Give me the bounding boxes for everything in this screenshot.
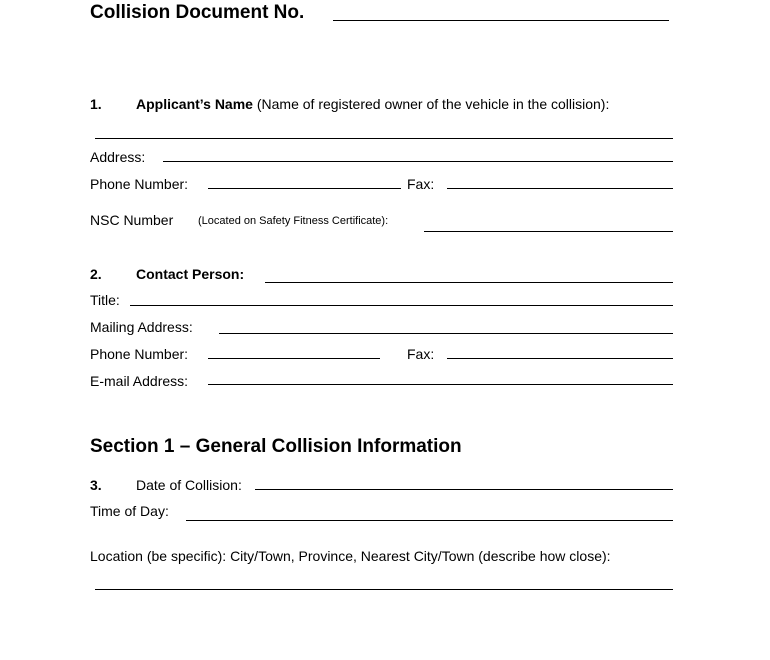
nsc-number-label: NSC Number [90,212,174,228]
contact-fax-field[interactable] [447,358,673,359]
email-address-field[interactable] [208,384,673,385]
applicant-name-note: (Name of registered owner of the vehicle in the collision): [252,96,610,112]
applicant-name-label [136,96,609,112]
applicant-name-field[interactable] [95,138,673,139]
email-address-label: E-mail Address: [90,373,189,389]
title-label: Title: [90,292,120,308]
mailing-address-field[interactable] [219,333,673,334]
document-number-field[interactable] [333,20,669,21]
address-field[interactable] [163,161,673,162]
phone-number-field[interactable] [208,188,401,189]
phone-number-label: Phone Number: [90,176,189,192]
item-1-number: 1. [90,96,102,112]
item-2-number: 2. [90,266,102,282]
location-label: Location (be specific): City/Town, Province, Nearest City/Town (describe how close): [90,548,611,564]
nsc-number-field[interactable] [424,231,673,232]
contact-person-label: Contact Person: [136,266,245,282]
section-1-heading: Section 1 – General Collision Information [90,436,462,457]
location-field[interactable] [95,589,673,590]
contact-person-field[interactable] [265,282,673,283]
document-title: Collision Document No. [90,2,305,23]
contact-phone-label: Phone Number: [90,346,189,362]
fax-label: Fax: [407,176,435,192]
applicant-name-label-bold: Applicant’s Name [136,96,253,112]
address-label: Address: [90,149,146,165]
nsc-number-note: (Located on Safety Fitness Certificate): [198,215,389,227]
item-3-number: 3. [90,477,102,493]
date-of-collision-field[interactable] [255,489,673,490]
contact-phone-field[interactable] [208,358,380,359]
mailing-address-label: Mailing Address: [90,319,193,335]
contact-fax-label: Fax: [407,346,435,362]
fax-field[interactable] [447,188,673,189]
date-of-collision-label: Date of Collision: [136,477,242,493]
time-of-day-label: Time of Day: [90,503,169,519]
time-of-day-field[interactable] [186,520,673,521]
title-field[interactable] [130,305,673,306]
